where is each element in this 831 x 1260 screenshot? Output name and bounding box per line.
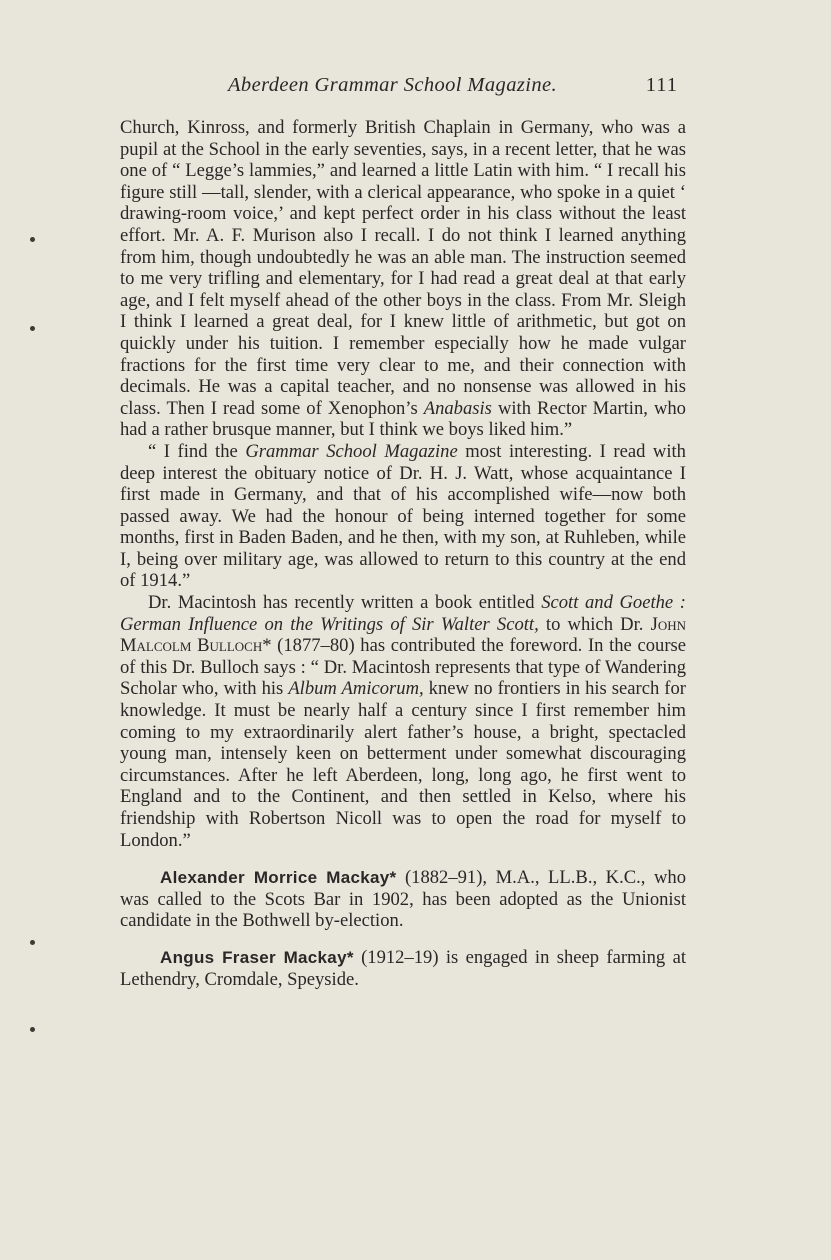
page-number: 111	[645, 74, 678, 96]
book-title-album-amicorum: Album Amicorum,	[288, 678, 424, 700]
article-body	[120, 117, 686, 990]
magazine-title: Grammar School Magazine	[245, 440, 458, 462]
paragraph-magazine-praise	[120, 441, 686, 592]
text-run: Church, Kinross, and formerly British Chaplain in Germany, who was a pupil at the School in the early seventies, says, in a recent letter, that he was one of “ Legge’s lammies,” and learned a little Latin with him. “ I recall his figure still —tall, slender, with a clerical appearance, who spoke in a quiet ‘ drawing-room voice,’ and kept perfect order in his class without the least effort. Mr. A. F. Murison also I recall. I do not think I learned anything from him, though undoubtedly he was an able man. The instruction seemed to me very trifling and elementary, for I had read a great deal at that early age, and I felt myself ahead of the other boys in the class. From Mr. Sleigh I think I learned a great deal, for I knew little of arithmetic, but got on quickly under his tuition. I remember especially how he made vulgar fractions for the first time very clear to me, and their connection with decimals. He was a capital teacher, and no nonsense was allowed in his class. Then I read some of Xenophon’s	[120, 117, 686, 419]
text-run: (1877–80) has contributed the foreword. In the course of this Dr. Bulloch says : “ Dr. Macintosh represents that type of Wandering Scholar who, with his	[120, 635, 686, 700]
alumni-name: Alexander Morrice Mackay*	[160, 868, 397, 888]
text-run: (1882–91), M.A., LL.B., K.C., who was called to the Scots Bar in 1902, has been adopted as the Unionist candidate in the Bothwell by-election.	[120, 867, 686, 932]
text-run: (1912–19) is engaged in sheep farming at Lethendry, Cromdale, Speyside.	[120, 946, 686, 990]
person-name-bulloch: John Malcolm Bulloch*	[120, 613, 686, 657]
text-run: “ I find the	[148, 440, 246, 462]
text-run: most interesting. I read with deep interest the obituary notice of Dr. H. J. Watt, whose acquaintance I first made in Germany, and that of his accomplished wife—now both passed away. We had the honour of being interned together for some months, first in Baden Baden, and he then, with my son, at Ruhleben, while I, being over military age, was allowed to return to this country at the end of 1914.”	[120, 440, 686, 592]
book-title-anabasis: Anabasis	[423, 397, 492, 419]
page-header	[120, 74, 686, 104]
paragraph-continued-letter	[120, 117, 686, 441]
text-run: Dr. Macintosh has recently written a book entitled	[148, 592, 542, 614]
text-run: with Rector Martin, who had a rather brusque manner, but I think we boys liked him.”	[120, 397, 686, 441]
text-run: to which Dr.	[538, 613, 651, 635]
alumni-entry-angus-mackay	[120, 947, 686, 990]
binding-hole-mark	[30, 237, 35, 242]
text-run: knew no frontiers in his search for knowledge. It must be nearly half a century since I first remember him coming to my extraordinarily alert father’s house, a bright, spectacled young man, intensely keen on betterment under somewhat discouraging circumstances. After he left Aberdeen, long, long ago, he first went to England and to the Continent, and then settled in Kelso, where his friendship with Robertson Nicoll was to open the road for myself to London.”	[120, 678, 686, 851]
alumni-name: Angus Fraser Mackay*	[160, 947, 354, 967]
binding-hole-mark	[30, 1027, 35, 1032]
book-title-scott-and-goethe: Scott and Goethe : German Influence on the Writings of Sir Walter Scott,	[120, 592, 686, 635]
running-title: Aberdeen Grammar School Magazine.	[228, 74, 557, 96]
binding-hole-mark	[30, 940, 35, 945]
paragraph-book-notice	[120, 592, 686, 851]
binding-hole-mark	[30, 326, 35, 331]
alumni-entry-alexander-mackay	[120, 867, 686, 932]
